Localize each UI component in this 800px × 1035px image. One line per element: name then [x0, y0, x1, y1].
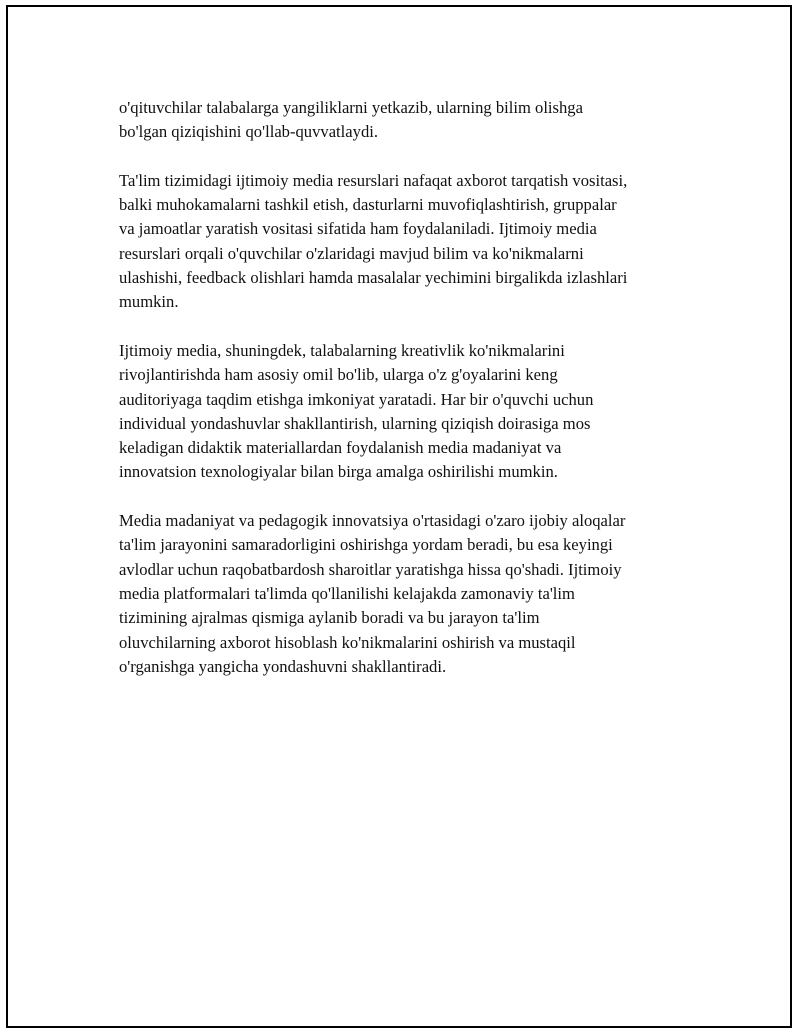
text-line: bo'lgan qiziqishini qo'llab-quvvatlaydi. [119, 122, 378, 142]
text-line: o'qituvchilar talabalarga yangiliklarni yetkazib, ularning bilim olishga [119, 98, 583, 117]
text-line: individual yondashuvlar shakllantirish, ularning qiziqish doirasiga mos [119, 413, 591, 433]
text-line: avlodlar uchun raqobatbardosh sharoitlar yaratishga hissa qo'shadi. Ijtimoiy [119, 559, 622, 579]
text-line: innovatsion texnologiyalar bilan birga amalga oshirilishi mumkin. [119, 462, 558, 482]
text-line: Media madaniyat va pedagogik innovatsiya o'rtasidagi o'zaro ijobiy aloqalar [119, 511, 626, 531]
paragraph-3 [119, 339, 699, 485]
text-line: rivojlantirishda ham asosiy omil bo'lib, ularga o'z g'oyalarini keng [119, 365, 558, 385]
text-line: balki muhokamalarni tashkil etish, dasturlarni muvofiqlashtirish, gruppalar [119, 195, 617, 215]
text-line: mumkin. [119, 292, 179, 312]
text-line: media platformalari ta'limda qo'llanilishi kelajakda zamonaviy ta'lim [119, 583, 575, 603]
text-line: auditoriyaga taqdim etishga imkoniyat yaratadi. Har bir o'quvchi uchun [119, 389, 594, 409]
text-line: Ta'lim tizimidagi ijtimoiy media resurslari nafaqat axborot tarqatish vositasi, [119, 170, 628, 190]
text-line: resurslari orqali o'quvchilar o'zlaridagi mavjud bilim va ko'nikmalarni [119, 243, 584, 263]
text-line: tizimining ajralmas qismiga aylanib boradi va bu jarayon ta'lim [119, 608, 540, 628]
document-body [119, 96, 699, 703]
text-line: Ijtimoiy media, shuningdek, talabalarning kreativlik ko'nikmalarini [119, 340, 565, 360]
paragraph-4 [119, 509, 699, 679]
document-page [6, 5, 792, 1028]
text-line: ta'lim jarayonini samaradorligini oshirishga yordam beradi, bu esa keyingi [119, 535, 613, 555]
text-line: ulashishi, feedback olishlari hamda masalalar yechimini birgalikda izlashlari [119, 268, 628, 288]
text-line: o'rganishga yangicha yondashuvni shakllantiradi. [119, 656, 447, 676]
text-line: keladigan didaktik materiallardan foydalanish media madaniyat va [119, 438, 562, 458]
paragraph-2 [119, 169, 699, 315]
text-line: va jamoatlar yaratish vositasi sifatida ham foydalaniladi. Ijtimoiy media [119, 219, 597, 239]
text-line: oluvchilarning axborot hisoblash ko'nikmalarini oshirish va mustaqil [119, 632, 576, 652]
paragraph-1 [119, 96, 699, 145]
